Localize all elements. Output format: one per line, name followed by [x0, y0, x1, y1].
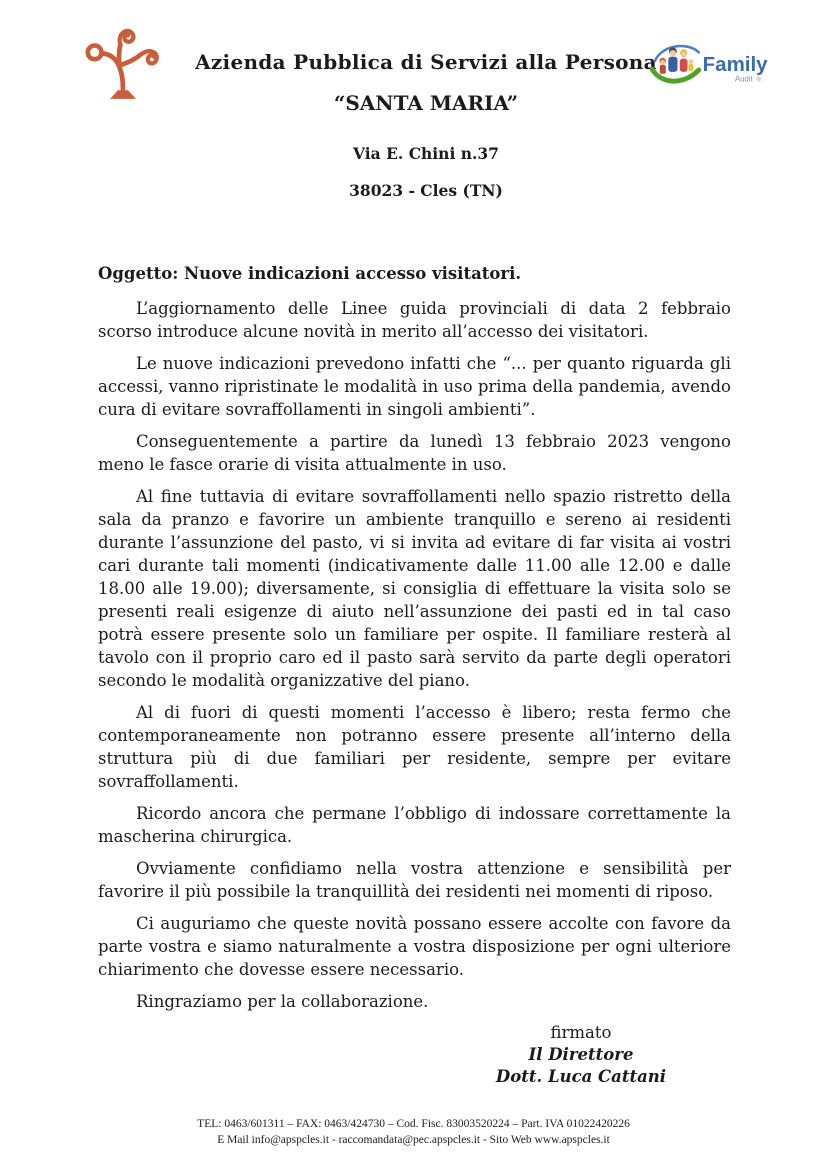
paragraphs	[98, 297, 731, 981]
signature-firmato: firmato	[550, 1023, 612, 1042]
org-name: Azienda Pubblica di Servizi alla Persona	[195, 50, 657, 74]
tree-logo	[80, 18, 166, 104]
family-logo-subtext: Audit	[734, 74, 753, 84]
family-audit-icon	[649, 40, 771, 92]
org-subtitle: “SANTA MARIA”	[333, 91, 519, 115]
signature-block	[431, 1022, 731, 1088]
address-line-2: 38023 - Cles (TN)	[349, 181, 503, 200]
letterhead-text	[190, 50, 662, 200]
signature-name: Dott. Luca Cattani	[495, 1067, 667, 1086]
footer-line-2: E Mail info@apspcles.it - raccomandata@pec.apspcles.it - Sito Web www.apspcles.it	[217, 1134, 610, 1146]
body-paragraph: Conseguentemente a partire da lunedì 13 febbraio 2023 vengono meno le fasce orarie di visita attualmente in uso.	[98, 432, 731, 474]
body-paragraph: Al fine tuttavia di evitare sovraffollamenti nello spazio ristretto della sala da pranzo e favorire un ambiente tranquillo e sereno ai residenti durante l’assunzione del pasto, vi si invita ad evitare di far visita ai vostri cari durante tali momenti (indicativamente dalle 11.00 alle 12.00 e dalle 18.00 alle 19.00); diversamente, si consiglia di effettuare la visita solo se presenti reali esigenze di aiuto nell’assunzione dei pasti ed in tal caso potrà essere presente solo un familiare per ospite. Il familiare resterà al tavolo con il proprio caro ed il pasto sarà servito da parte degli operatori secondo le modalità organizzative del piano.	[98, 487, 731, 690]
family-logo-text: Family	[702, 52, 768, 76]
family-audit-logo	[649, 40, 771, 92]
tree-logo-icon	[80, 18, 166, 104]
body-paragraph: L’aggiornamento delle Linee guida provinciali di data 2 febbraio scorso introduce alcune novità in merito all’accesso dei visitatori.	[98, 299, 731, 341]
subject-label: Oggetto:	[98, 264, 179, 283]
footer	[0, 1116, 827, 1148]
footer-line-1: TEL: 0463/601311 – FAX: 0463/424730 – Cod. Fisc. 83003520224 – Part. IVA 01022420226	[197, 1118, 630, 1130]
registered-trademark-icon: ®	[756, 76, 762, 84]
signature-role: Il Direttore	[528, 1045, 634, 1064]
body-paragraph: Al di fuori di questi momenti l’accesso è libero; resta fermo che contemporaneamente non potranno essere presente all’interno della struttura più di due familiari per residente, sempre per evitare sovraffollamenti.	[98, 703, 731, 791]
subject-line	[98, 262, 731, 285]
body-paragraph: Le nuove indicazioni prevedono infatti che “... per quanto riguarda gli accessi, vanno ripristinate le modalità in uso prima della pandemia, avendo cura di evitare sovraffollamenti in singoli ambienti”.	[98, 354, 731, 419]
letter-body	[98, 262, 731, 1088]
body-paragraph: Ovviamente confidiamo nella vostra attenzione e sensibilità per favorire il più possibile la tranquillità dei residenti nei momenti di riposo.	[98, 859, 731, 901]
subject-text: Nuove indicazioni accesso visitatori.	[184, 264, 522, 283]
body-paragraph: Ricordo ancora che permane l’obbligo di indossare correttamente la mascherina chirurgica.	[98, 804, 731, 846]
body-paragraph: Ci auguriamo che queste novità possano essere accolte con favore da parte vostra e siamo naturalmente a vostra disposizione per ogni ulteriore chiarimento che dovesse essere necessario.	[98, 914, 731, 979]
address-line-1: Via E. Chini n.37	[353, 144, 499, 163]
letterhead	[0, 0, 827, 210]
closing-paragraph: Ringraziamo per la collaborazione.	[136, 992, 429, 1011]
